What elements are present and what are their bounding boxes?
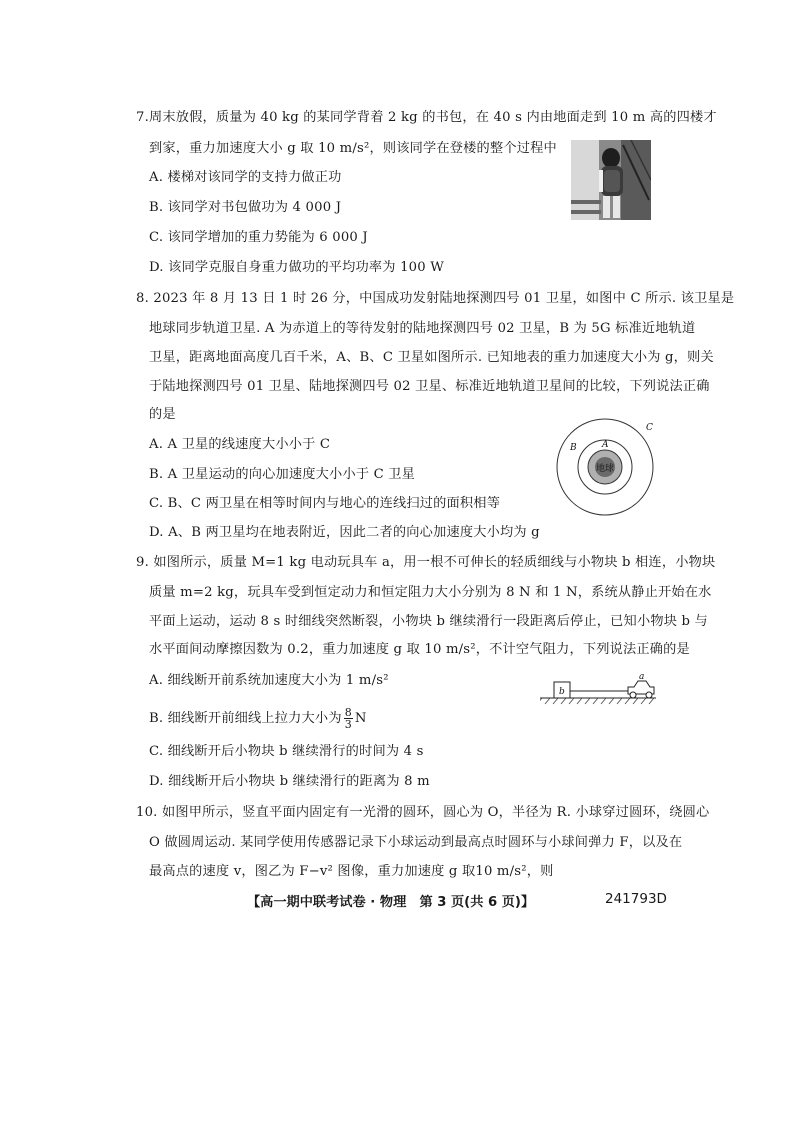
q9-stem-line2: 质量 m=2 kg，玩具车受到恒定动力和恒定阻力大小分别为 8 N 和 1 N，系统从静止开始在水 [149,585,712,600]
q7-option-a: A. 楼梯对该同学的支持力做正功 [149,170,342,185]
q8-option-d: D. A、B 两卫星均在地表附近，因此二者的向心加速度大小均为 g [149,525,540,540]
q9-option-b-unit: N [354,711,367,726]
q9-option-b [149,707,367,730]
q7-stem-line2: 到家，重力加速度大小 g 取 10 m/s²，则该同学在登楼的整个过程中 [149,141,557,156]
q9-option-b-text: B. 细线断开前细线上拉力大小为 [149,711,342,726]
q8-stem-line4: 于陆地探测四号 01 卫星、陆地探测四号 02 卫星、标准近地轨道卫星间的比较，下列说法正确 [149,379,710,394]
q9-stem-line3: 平面上运动，运动 8 s 时细线突然断裂，小物块 b 继续滑行一段距离后停止，已知小物块 b 与 [149,614,708,629]
q10-stem-line1: 10. 如图甲所示，竖直平面内固定有一光滑的圆环，圆心为 O，半径为 R. 小球穿过圆环，绕圆心 [136,805,710,820]
q9-stem-line1: 9. 如图所示，质量 M=1 kg 电动玩具车 a，用一根不可伸长的轻质细线与小物块 b 相连，小物块 [136,555,716,570]
label-b: B [570,443,577,453]
orbit-diagram [550,412,660,522]
block-car-diagram [540,672,658,708]
q9-stem-line4: 水平面间动摩擦因数为 0.2，重力加速度 g 取 10 m/s²，不计空气阻力，下列说法正确的是 [149,642,690,657]
fraction-numerator: 8 [344,706,352,719]
q9-option-a: A. 细线断开前系统加速度大小为 1 m/s² [149,673,389,688]
q9-option-b-fraction [344,707,353,730]
paper-code: 241793D [605,891,667,907]
q10-stem-line3: 最高点的速度 v，图乙为 F−v² 图像，重力加速度 g 取10 m/s²，则 [149,864,554,879]
q8-stem-line3: 卫星，距离地面高度几百千米，A、B、C 卫星如图所示. 已知地表的重力加速度大小为 g，则关 [149,350,714,365]
q8-option-c: C. B、C 两卫星在相等时间内与地心的连线扫过的面积相等 [149,496,501,511]
block-b-label: b [559,687,565,697]
label-c: C [646,423,653,433]
earth-label: 地球 [595,464,615,474]
q8-stem-line1: 8. 2023 年 8 月 13 日 1 时 26 分，中国成功发射陆地探测四号 01 卫星，如图中 C 所示. 该卫星是 [136,291,735,306]
q9-option-d: D. 细线断开后小物块 b 继续滑行的距离为 8 m [149,774,430,789]
q8-stem-line2: 地球同步轨道卫星. A 为赤道上的等待发射的陆地探测四号 02 卫星，B 为 5G 标准近地轨道 [149,321,696,336]
q9-option-c: C. 细线断开后小物块 b 继续滑行的时间为 4 s [149,744,424,759]
car-a-label: a [639,672,645,682]
student-on-stairs-image [571,140,651,220]
q7-option-c: C. 该同学增加的重力势能为 6 000 J [149,230,368,245]
q7-option-b: B. 该同学对书包做功为 4 000 J [149,200,342,215]
q7-option-d: D. 该同学克服自身重力做功的平均功率为 100 W [149,260,444,275]
page-footer-title: 【高一期中联考试卷 · 物理 第 3 页(共 6 页)】 [247,895,535,910]
q8-stem-line5: 的是 [149,407,176,422]
q10-stem-line2: O 做圆周运动. 某同学使用传感器记录下小球运动到最高点时圆环与小球间弹力 F，以及在 [149,835,683,850]
q7-stem-line1: 7.周末放假，质量为 40 kg 的某同学背着 2 kg 的书包，在 40 s 内由地面走到 10 m 高的四楼才 [136,110,717,125]
fraction-denominator: 3 [344,718,352,731]
label-a: A [602,440,609,450]
q8-option-a: A. A 卫星的线速度大小小于 C [149,437,331,452]
q8-option-b: B. A 卫星运动的向心加速度大小小于 C 卫星 [149,467,416,482]
stairs-photo [571,140,651,220]
